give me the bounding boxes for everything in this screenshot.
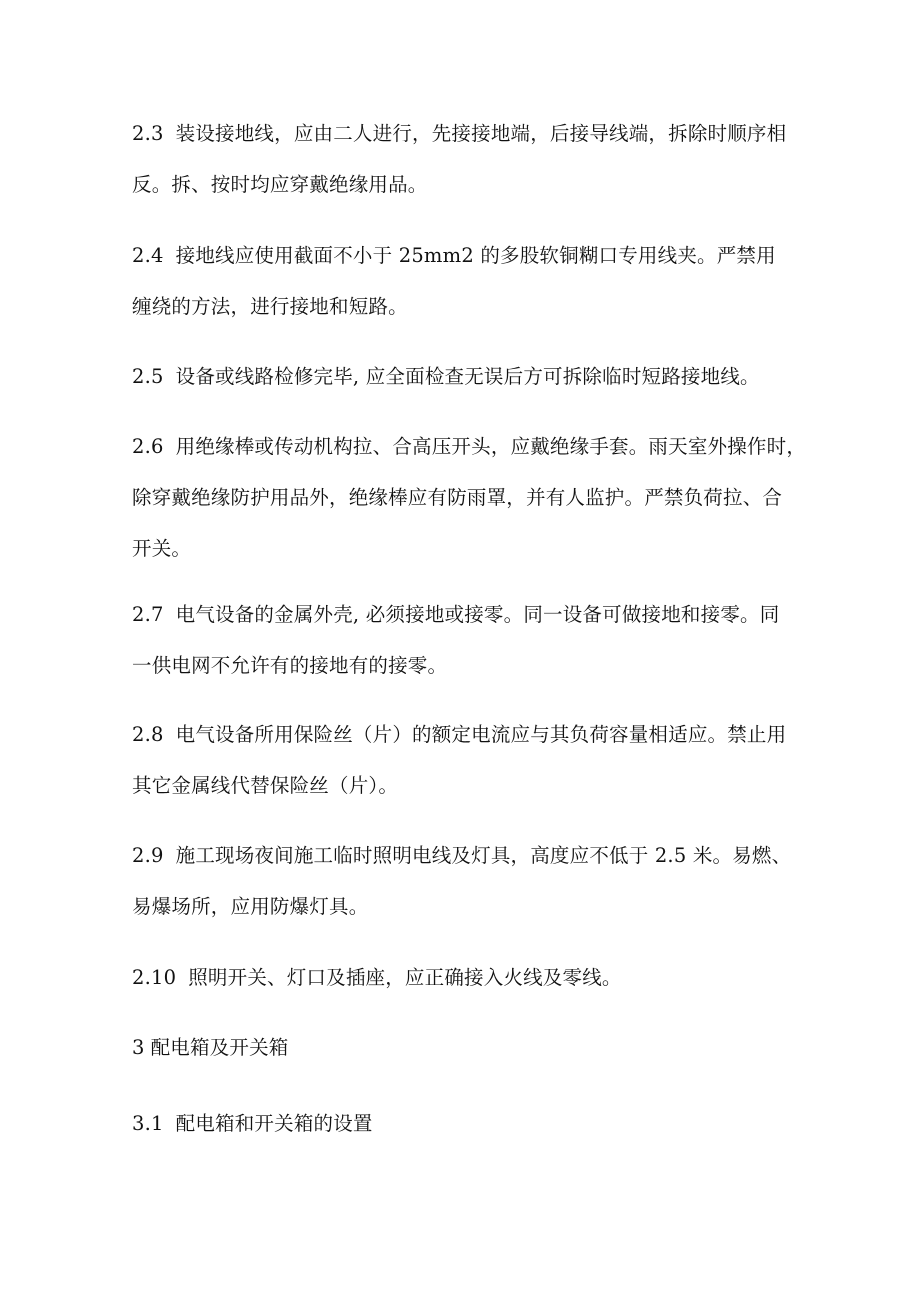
paragraph-2-9	[132, 830, 800, 932]
section-number: 3.1	[132, 1112, 164, 1135]
section-number: 2.3	[132, 122, 164, 145]
section-heading-3	[132, 1022, 800, 1073]
paragraph-line	[132, 230, 800, 281]
paragraph-text: 施工现场夜间施工临时照明电线及灯具，高度应不低于 2.5 米。易燃、	[175, 844, 792, 867]
paragraph-text: 用绝缘棒或传动机构拉、合高压开头，应戴绝缘手套。雨天室外操作时，	[175, 435, 807, 458]
heading-text: 配电箱和开关箱的设置	[175, 1112, 373, 1135]
section-number: 2.4	[132, 244, 164, 267]
paragraph-line	[132, 421, 807, 472]
paragraph-2-3	[132, 108, 800, 210]
paragraph-text: 设备或线路检修完毕, 应全面检查无误后方可拆除临时短路接地线。	[175, 365, 760, 388]
section-number: 2.9	[132, 844, 164, 867]
section-number: 2.7	[132, 603, 164, 626]
paragraph-line	[132, 589, 800, 640]
paragraph-line	[132, 709, 800, 760]
paragraph-line: 其它金属线代替保险丝（片）。	[132, 774, 399, 797]
heading-line	[132, 1022, 800, 1073]
paragraph-line: 除穿戴绝缘防护用品外，绝缘棒应有防雨罩，并有人监护。严禁负荷拉、合	[132, 486, 783, 509]
section-number: 3	[132, 1036, 145, 1059]
section-number: 2.5	[132, 365, 164, 388]
heading-text: 配电箱及开关箱	[150, 1036, 289, 1059]
paragraph-text: 电气设备的金属外壳, 必须接地或接零。同一设备可做接地和接零。同	[175, 603, 780, 626]
paragraph-text: 装设接地线，应由二人进行，先接接地端，后接导线端，拆除时顺序相	[175, 122, 787, 145]
section-number: 2.8	[132, 723, 164, 746]
paragraph-2-5	[132, 351, 800, 402]
paragraph-line	[132, 952, 800, 1003]
paragraph-text: 接地线应使用截面不小于 25mm2 的多股软铜糊口专用线夹。严禁用	[175, 244, 776, 267]
paragraph-2-4	[132, 230, 800, 332]
paragraph-line: 反。拆、按时均应穿戴绝缘用品。	[132, 173, 428, 196]
section-number: 2.6	[132, 435, 164, 458]
section-number: 2.10	[132, 966, 177, 989]
paragraph-text: 照明开关、灯口及插座，应正确接入火线及零线。	[188, 966, 622, 989]
paragraph-2-10	[132, 952, 800, 1003]
paragraph-line: 一供电网不允许有的接地有的接零。	[132, 654, 448, 677]
paragraph-line: 易爆场所，应用防爆灯具。	[132, 895, 369, 918]
paragraph-line	[132, 830, 800, 881]
subsection-heading-3-1	[132, 1098, 800, 1149]
paragraph-2-8	[132, 709, 800, 811]
heading-line	[132, 1098, 800, 1149]
paragraph-line	[132, 351, 800, 402]
paragraph-2-7	[132, 589, 800, 691]
paragraph-text: 电气设备所用保险丝（片）的额定电流应与其负荷容量相适应。禁止用	[175, 723, 787, 746]
paragraph-2-6	[132, 421, 807, 574]
paragraph-line: 缠绕的方法，进行接地和短路。	[132, 295, 408, 318]
paragraph-line: 开关。	[132, 537, 192, 560]
paragraph-line	[132, 108, 800, 159]
